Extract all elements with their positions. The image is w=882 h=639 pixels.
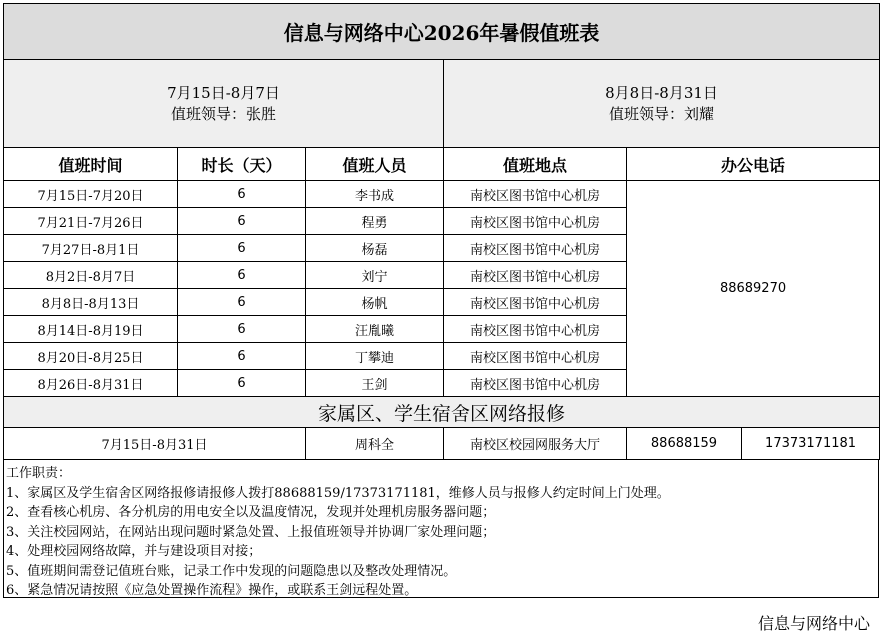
row-days: 6	[178, 370, 306, 397]
row-time: 8月2日-8月7日	[4, 262, 178, 289]
row-place: 南校区图书馆中心机房	[444, 262, 627, 289]
row-person: 杨磊	[306, 235, 444, 262]
page-title: 信息与网络中心2026年暑假值班表	[4, 4, 880, 60]
repair-row	[4, 428, 880, 460]
duty-roster-table	[3, 3, 880, 460]
period-2-cell	[444, 60, 880, 148]
duty-item: 1、家属区及学生宿舍区网络报修请报修人拨打88688159/17373171181，维修人员与报修人约定时间上门处理。	[6, 485, 670, 501]
row-place: 南校区图书馆中心机房	[444, 181, 627, 208]
row-person: 王剑	[306, 370, 444, 397]
row-person: 刘宁	[306, 262, 444, 289]
row-person: 李书成	[306, 181, 444, 208]
row-person: 杨帆	[306, 289, 444, 316]
row-place: 南校区图书馆中心机房	[444, 289, 627, 316]
row-days: 6	[178, 181, 306, 208]
repair-place: 南校区校园网服务大厅	[444, 428, 627, 460]
duty-item: 5、值班期间需登记值班台账，记录工作中发现的问题隐患以及整改处理情况。	[6, 563, 457, 579]
repair-time: 7月15日-8月31日	[4, 428, 306, 460]
row-time: 7月21日-7月26日	[4, 208, 178, 235]
row-time: 7月27日-8月1日	[4, 235, 178, 262]
row-days: 6	[178, 289, 306, 316]
period-1-cell	[4, 60, 444, 148]
row-time: 7月15日-7月20日	[4, 181, 178, 208]
header-days: 时长（天）	[178, 148, 306, 181]
row-person: 汪胤曦	[306, 316, 444, 343]
row-time: 8月26日-8月31日	[4, 370, 178, 397]
duty-roster-sheet	[3, 3, 879, 598]
row-days: 6	[178, 343, 306, 370]
table-row	[4, 181, 880, 208]
duty-item: 6、紧急情况请按照《应急处置操作流程》操作，或联系王剑远程处置。	[6, 583, 418, 598]
row-place: 南校区图书馆中心机房	[444, 235, 627, 262]
repair-person: 周科全	[306, 428, 444, 460]
duty-item: 4、处理校园网络故障，并与建设项目对接；	[6, 544, 262, 559]
period-1-leader: 值班领导：张胜	[170, 104, 276, 123]
header-person: 值班人员	[306, 148, 444, 181]
repair-section-title: 家属区、学生宿舍区网络报修	[4, 397, 880, 428]
row-days: 6	[178, 316, 306, 343]
row-person: 丁攀迪	[306, 343, 444, 370]
header-time: 值班时间	[4, 148, 178, 181]
repair-phone-1: 88688159	[627, 428, 742, 460]
row-place: 南校区图书馆中心机房	[444, 343, 627, 370]
row-days: 6	[178, 235, 306, 262]
row-place: 南校区图书馆中心机房	[444, 370, 627, 397]
row-time: 8月8日-8月13日	[4, 289, 178, 316]
office-phone: 88689270	[627, 181, 880, 397]
row-time: 8月20日-8月25日	[4, 343, 178, 370]
duty-item: 3、关注校园网站，在网站出现问题时紧急处置、上报值班领导并协调厂家处理问题；	[6, 524, 496, 540]
header-place: 值班地点	[444, 148, 627, 181]
row-place: 南校区图书馆中心机房	[444, 208, 627, 235]
period-2-leader: 值班领导：刘耀	[609, 104, 715, 123]
period-2-dates: 8月8日-8月31日	[605, 83, 718, 102]
period-1-dates: 7月15日-8月7日	[167, 83, 280, 102]
duties-box	[3, 460, 879, 598]
duty-item: 2、查看核心机房、各分机房的用电安全以及温度情况，发现并处理机房服务器问题；	[6, 505, 496, 520]
row-days: 6	[178, 262, 306, 289]
header-phone: 办公电话	[627, 148, 880, 181]
row-place: 南校区图书馆中心机房	[444, 316, 627, 343]
duties-heading: 工作职责：	[6, 466, 72, 481]
row-person: 程勇	[306, 208, 444, 235]
row-days: 6	[178, 208, 306, 235]
row-time: 8月14日-8月19日	[4, 316, 178, 343]
footer-signature: 信息与网络中心	[757, 614, 870, 633]
repair-phone-2: 17373171181	[742, 428, 880, 460]
